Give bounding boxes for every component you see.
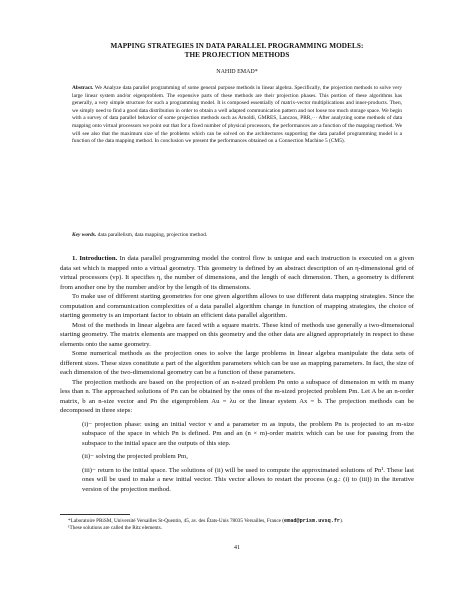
paragraph-text: In data parallel programming model the control flow is unique and each instruction is executed on a given data set which is mapped onto a virtual geometry. This geometry is defined by an abstract description of an η-dimensional grid of virtual processors (vp). It specifies η, the number of dimensions, and the length of each dimension. Then, a geometry is different from another one by the number and/or by the length of its dimensions. [60,255,415,291]
footnote-affiliation [60,518,414,525]
footnote-affiliation-end: ). [340,518,344,524]
step-item: (iii)− return to the initial space. The solutions of (ii) will be used to compute the approximated solutions of Pn¹. These last ones will be used to make a new initial vector. This vector allows to restart the process (e.g.: (i) to (iii)) in the iterative version of the projection method. [82,466,414,493]
paragraph: Some numerical methods as the projection ones to solve the large problems in linear algebra manipulate the data sets of different sizes. These sizes constitute a part of the algorithm parameters which can be use as mapping parameters. In fact, the size of each dimension of the two-dimensional geometry can be a function of these parameters. [60,350,414,376]
keywords-label: Key words. [72,232,97,238]
abstract [72,85,402,146]
steps-list [82,420,414,495]
footnote-rule [60,514,130,515]
page-number: 41 [234,545,240,551]
abstract-text: We Analyze data parallel programming of some general purpose methods in linear algebra. Specifically, the projection methods to solve very large linear system and/or eigenproblem. The expensive parts of these methods are their projection phases. This portion of these algorithms has generally, a very simple structure for such a programming model. It is composed essentially of matrix-vector multiplications and inner-products. Then, we simply need to find a good data distribution in order to obtain a well adapted communication pattern and not loose too much storage space. We begin with a survey of data parallel behavior of some projection methods such as Arnoldi, GMRES, Lanczos, PRR,··· After analyzing some methods of data mapping onto virtual processors we point out that for a fixed number of physical processors, the performances are a function of the mapping method. We will see also that the maximum size of the problems which can be solved on the architectures supporting the data parallel programming model is a function of the data mapping method. In conclusion we present the performances obtained on a Connection Machine 5 (CM5). [72,85,402,145]
paragraph: To make use of different starting geometries for one given algorithm allows to use different data mapping strategies. Since the computation and communication complexities of a data parallel algorithm change in function of mapping strategies, the choice of starting geometry is an important factor to obtain an efficient data parallel algorithm. [60,293,414,319]
footnote-ritz: ¹These solutions are called the Ritz elements. [68,525,162,531]
footnotes [60,514,414,532]
section-heading: 1. Introduction. [72,255,118,262]
author-email: emad@prism.uvsq.fr [284,518,341,524]
body-text [60,254,414,498]
keywords-text: data parallelism, data mapping, projection method. [97,232,208,238]
author: NAHID EMAD* [216,69,258,75]
abstract-label: Abstract. [72,85,94,91]
step-item: (i)− projection phase: using an initial vector v and a parameter m as inputs, the problem Pn is projected to an m-size subspace of the space in which Pn is defined. Pm and an (n × m)-order matrix which can be use for passing from the subspace to the initial space are the outputs of this step. [82,420,414,447]
title-line-1: MAPPING STRATEGIES IN DATA PARALLEL PROGRAMMING MODELS: [110,42,364,50]
title-line-2: THE PROJECTION METHODS [184,51,290,59]
paragraph: The projection methods are based on the projection of an n-sized problem Pn onto a subspace of dimension m with m many less than n. The approached solutions of Pn can be obtained by the ones of the m-sized projected problem Pm. Let A be an n-order matrix, b an n-size vector and Pn the eigenproblem Au = λu or the linear system Ax = b. The projection methods can be decomposed in three steps: [60,378,414,414]
step-item: (ii)− solving the projected problem Pm, [82,453,188,460]
keywords [72,232,402,240]
paper-title [60,42,414,60]
footnote-affiliation-text: *Laboratoire PRiSM, Université Versailles St-Quentin, 45, av. des États-Unis 78035 Versailles, France ( [68,518,285,524]
paragraph [60,254,414,292]
paragraph: Most of the methods in linear algebra are faced with a square matrix. These kind of methods use generally a two-dimensional starting geometry. The matrix elements are mapped on this geometry and the other data are aligned appropriately in respect to these elements onto the same geometry. [60,321,414,348]
